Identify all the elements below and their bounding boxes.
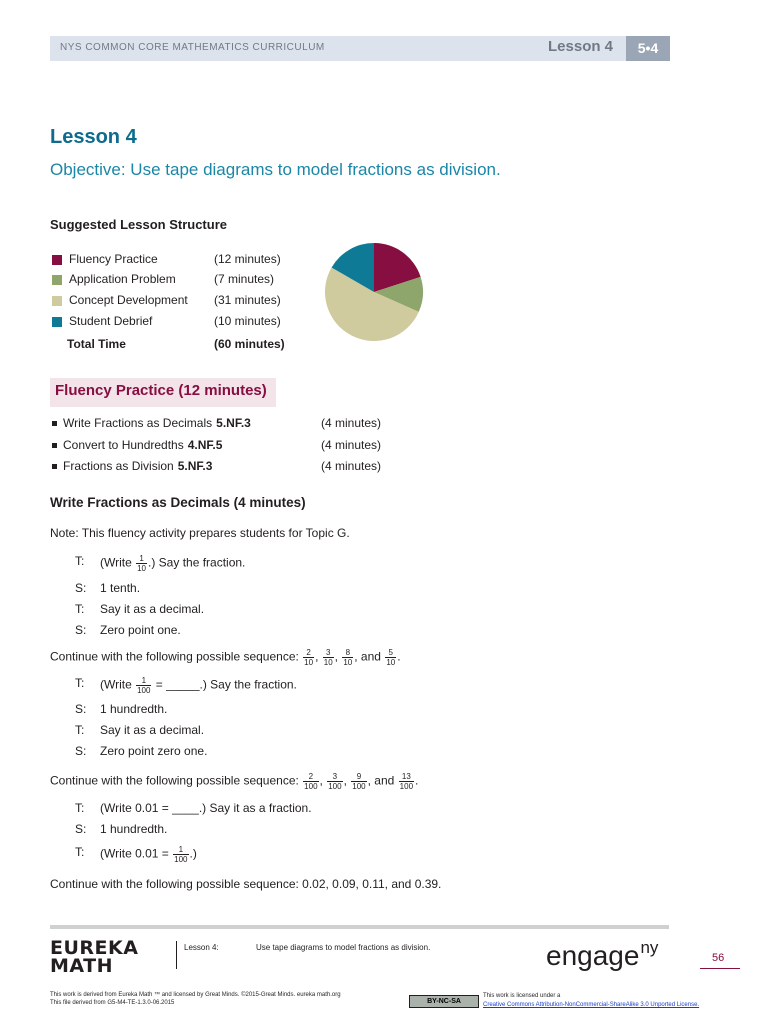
speaker: S: (75, 623, 87, 637)
speaker: T: (75, 676, 85, 690)
utterance-text: .) Say the fraction. (148, 555, 246, 570)
speaker: T: (75, 723, 85, 737)
fraction (385, 648, 396, 667)
legend-swatch (52, 317, 62, 327)
sequence-separator: , and (367, 773, 395, 788)
sequence-line (50, 648, 401, 667)
structure-item-label: Fluency Practice (69, 252, 158, 266)
footer-rule (50, 925, 669, 929)
speaker: S: (75, 581, 87, 595)
structure-item-duration: (12 minutes) (214, 252, 281, 266)
fraction-denominator: 10 (137, 564, 147, 573)
engageny-logo (546, 938, 658, 972)
utterance: 1 hundredth. (100, 702, 168, 716)
structure-item-duration: (10 minutes) (214, 314, 281, 328)
fraction-numerator: 8 (342, 648, 353, 658)
fraction (173, 845, 188, 864)
fraction (399, 772, 414, 791)
fraction (303, 648, 314, 667)
fraction-numerator: 9 (351, 772, 366, 782)
sequence-separator: , (343, 773, 347, 788)
math-logo: MATH (50, 955, 113, 977)
fraction-numerator: 1 (136, 554, 147, 564)
fluency-item-label (63, 416, 251, 430)
structure-item-label: Student Debrief (69, 314, 153, 328)
total-time-label: Total Time (67, 337, 126, 351)
header-lesson: Lesson 4 (548, 38, 614, 55)
fraction-numerator: 13 (399, 772, 414, 782)
bullet (52, 464, 57, 469)
fraction-numerator: 3 (323, 648, 334, 658)
sequence-line: Continue with the following possible sequence: 0.02, 0.09, 0.11, and 0.39. (50, 877, 442, 891)
fraction-denominator: 10 (343, 658, 353, 667)
license-text: This work is licensed under a (483, 993, 561, 999)
footer-objective: Use tape diagrams to model fractions as division. (256, 943, 431, 952)
sequence-separator: . (397, 649, 401, 664)
sequence-separator: , (319, 773, 323, 788)
header-curriculum: NYS COMMON CORE MATHEMATICS CURRICULUM (60, 42, 325, 53)
header-module-badge: 5•4 (626, 36, 670, 61)
lesson-structure-pie-chart (323, 240, 425, 344)
utterance: Zero point zero one. (100, 744, 208, 758)
fraction-numerator: 5 (385, 648, 396, 658)
lesson-objective: Objective: Use tape diagrams to model fractions as division. (50, 160, 501, 179)
fraction-denominator: 10 (323, 658, 333, 667)
fraction (323, 648, 334, 667)
utterance: (Write 0.01 = ____.) Say it as a fraction. (100, 801, 312, 815)
eureka-logo: EUREKA (50, 937, 139, 959)
fraction (136, 554, 147, 573)
footer-lesson: Lesson 4: (184, 943, 219, 952)
fluency-item-duration: (4 minutes) (321, 416, 382, 430)
footer-divider (176, 941, 177, 969)
fraction (327, 772, 342, 791)
utterance-text: = _____.) Say the fraction. (152, 677, 297, 692)
page-number: 56 (712, 952, 725, 964)
structure-heading: Suggested Lesson Structure (50, 217, 227, 232)
fluency-heading: Fluency Practice (12 minutes) (55, 382, 267, 399)
fraction (136, 676, 151, 695)
fluency-item-label (63, 438, 222, 452)
fluency-item-duration: (4 minutes) (321, 459, 382, 473)
fluency-item-standard: 5.NF.3 (216, 416, 251, 430)
structure-item-duration: (7 minutes) (214, 272, 275, 286)
utterance: Say it as a decimal. (100, 723, 205, 737)
fraction-denominator: 100 (352, 782, 366, 791)
utterance-text: .) (189, 846, 197, 861)
fraction-numerator: 3 (327, 772, 342, 782)
fraction-denominator: 100 (137, 686, 151, 695)
fraction (342, 648, 353, 667)
sequence-line (50, 772, 418, 791)
section-heading: Write Fractions as Decimals (4 minutes) (50, 495, 306, 510)
fluency-item-title: Convert to Hundredths (63, 438, 184, 452)
speaker: S: (75, 822, 87, 836)
utterance-text: (Write (100, 555, 136, 570)
note: Note: This fluency activity prepares students for Topic G. (50, 526, 350, 540)
engage-text: engage (546, 940, 640, 971)
utterance: 1 hundredth. (100, 822, 168, 836)
fraction-numerator: 1 (136, 676, 151, 686)
lesson-title: Lesson 4 (50, 126, 137, 148)
sequence-separator: , (315, 649, 319, 664)
fraction-denominator: 100 (328, 782, 342, 791)
fraction-denominator: 100 (174, 855, 188, 864)
fluency-item-title: Write Fractions as Decimals (63, 416, 213, 430)
credit-line-2: This file derived from G5-M4-TE-1.3.0-06.2015 (50, 1000, 175, 1006)
ny-text: ny (640, 938, 659, 957)
fluency-item-duration: (4 minutes) (321, 438, 382, 452)
fraction-denominator: 10 (386, 658, 396, 667)
structure-item-label: Application Problem (69, 272, 176, 286)
fluency-item-standard: 5.NF.3 (177, 459, 213, 473)
fraction-numerator: 2 (303, 648, 314, 658)
utterance-text: (Write (100, 677, 136, 692)
legend-swatch (52, 296, 62, 306)
total-time-value: (60 minutes) (214, 337, 285, 351)
license-link[interactable]: Creative Commons Attribution-NonCommercial-ShareAlike 3.0 Unported License. (483, 1002, 700, 1008)
sequence-separator: , and (354, 649, 381, 664)
speaker: T: (75, 602, 85, 616)
utterance (100, 845, 197, 864)
speaker: T: (75, 554, 85, 568)
speaker: T: (75, 801, 85, 815)
sequence-separator: , (334, 649, 339, 664)
structure-item-duration: (31 minutes) (214, 293, 281, 307)
speaker: S: (75, 702, 87, 716)
fraction (303, 772, 318, 791)
fluency-item-standard: 4.NF.5 (187, 438, 223, 452)
utterance (100, 676, 297, 695)
structure-item-label: Concept Development (69, 293, 188, 307)
sequence-text: Continue with the following possible sequence: (50, 649, 299, 664)
sequence-text: Continue with the following possible sequence: (50, 773, 299, 788)
fluency-item-label (63, 459, 212, 473)
credit-line-1: This work is derived from Eureka Math ™ and licensed by Great Minds. ©2015-Great Minds. eureka math.org (50, 992, 341, 998)
fraction-denominator: 10 (304, 658, 314, 667)
speaker: T: (75, 845, 85, 859)
speaker: S: (75, 744, 87, 758)
legend-swatch (52, 275, 62, 285)
utterance-text: (Write 0.01 = (100, 846, 173, 861)
fraction-denominator: 100 (399, 782, 414, 791)
cc-license-badge: BY-NC-SA (409, 995, 479, 1008)
fraction-denominator: 100 (304, 782, 318, 791)
utterance: Zero point one. (100, 623, 181, 637)
fraction (351, 772, 366, 791)
bullet (52, 443, 57, 448)
fraction-numerator: 2 (303, 772, 318, 782)
utterance (100, 554, 245, 573)
bullet (52, 421, 57, 426)
page-number-underline (700, 968, 740, 969)
utterance: 1 tenth. (100, 581, 141, 595)
fluency-item-title: Fractions as Division (63, 459, 174, 473)
legend-swatch (52, 255, 62, 265)
sequence-separator: . (415, 773, 419, 788)
utterance: Say it as a decimal. (100, 602, 205, 616)
fraction-numerator: 1 (173, 845, 188, 855)
